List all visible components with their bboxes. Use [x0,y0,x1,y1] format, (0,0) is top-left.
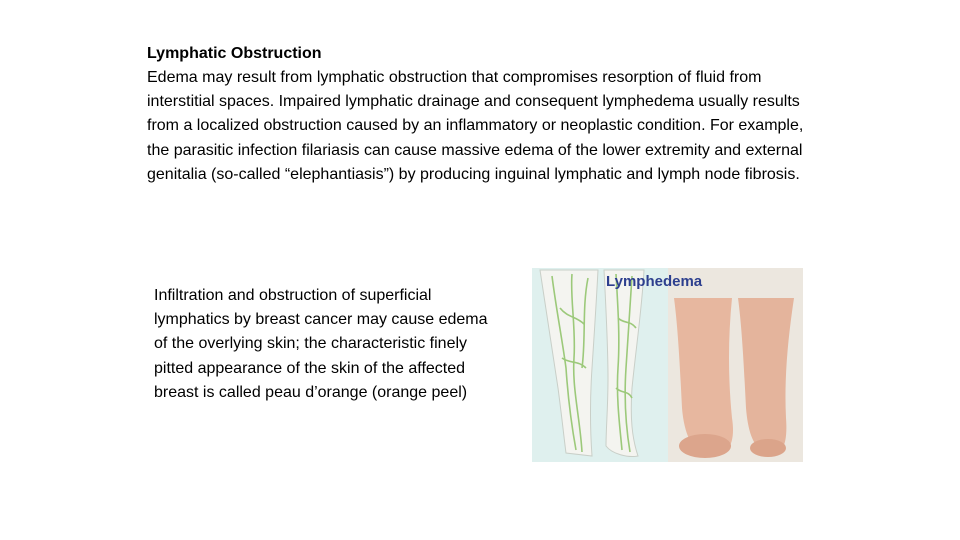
figure-side-caption: Infiltration and obstruction of superficial lymphatics by breast cancer may cause edema of the overlying skin; the characteristic finely pitted appearance of the skin of the affected breast is called peau d’orange (orange peel) [154,287,488,401]
lymphedema-figure [532,268,803,462]
lymphedema-illustration [532,268,803,462]
slide-body-text: Edema may result from lymphatic obstruction that compromises resorption of fluid from interstitial spaces. Impaired lymphatic drainage and consequent lymphedema usually results from a localized obstruction caused by an inflammatory or neoplastic condition. For example, the parasitic infection filariasis can cause massive edema of the lower extremity and external genitalia (so-called “elephantiasis”) by producing inguinal lymphatic and lymph node fibrosis. [147,69,804,183]
figure-label: Lymphedema [606,273,703,290]
slide-heading: Lymphatic Obstruction [147,45,322,62]
